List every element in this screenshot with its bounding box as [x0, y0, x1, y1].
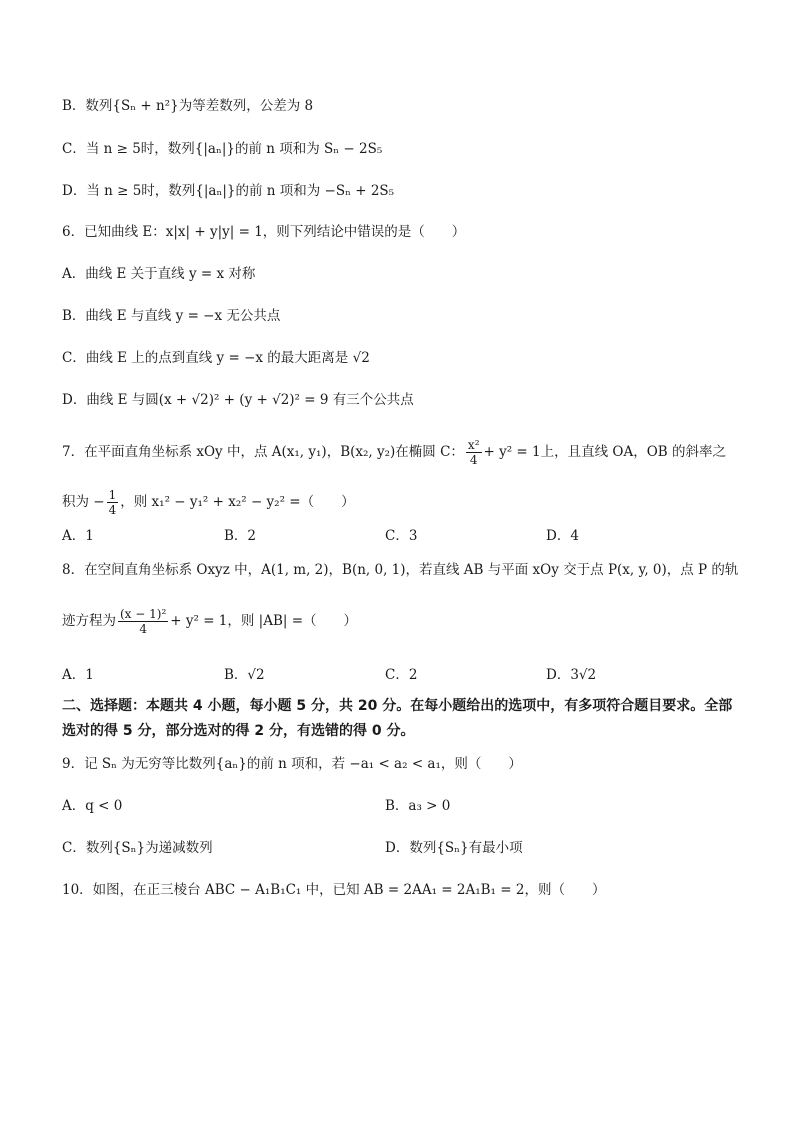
q9-option-c: C．数列{Sₙ}为递减数列 [62, 840, 213, 856]
q9-option-b: B．a₃ > 0 [385, 798, 451, 814]
q5-option-c: C．当 n ≥ 5时，数列{|aₙ|}的前 n 项和为 Sₙ − 2S₅ [62, 141, 383, 157]
q8-option-b: B．√2 [224, 667, 265, 683]
q7b-fraction-den: 4 [108, 503, 117, 517]
q7-option-d: D．4 [546, 528, 579, 544]
section-2-heading: 二、选择题：本题共 4 小题，每小题 5 分，共 20 分。在每小题给出的选项中，有多项符合题目要求。全部选对的得 5 分，部分选对的得 2 分，有选错的得 0 分。 [62, 698, 733, 739]
question-10: 10．如图，在正三棱台 ABC − A₁B₁C₁ 中，已知 AB = 2AA₁ = 2A₁B₁ = 2，则（ ） [62, 882, 606, 898]
q8-option-c: C．2 [385, 667, 418, 683]
q8b-fraction [118, 607, 168, 636]
q7-option-c: C．3 [385, 528, 418, 544]
q8b-text-start: 迹方程为 [62, 613, 116, 629]
q7-text-start: 7．在平面直角坐标系 xOy 中，点 A(x₁, y₁)，B(x₂, y₂)在椭圆 C： [62, 444, 464, 460]
question-7-cont [62, 482, 355, 522]
q7-fraction-num: x² [467, 438, 480, 452]
q7b-text-end: ，则 x₁² − y₁² + x₂² − y₂² =（ ） [120, 494, 355, 510]
q7b-text-start: 积为 − [62, 494, 105, 510]
q6-option-a: A．曲线 E 关于直线 y = x 对称 [62, 266, 256, 282]
q7b-fraction [107, 488, 119, 517]
q5-option-d: D．当 n ≥ 5时，数列{|aₙ|}的前 n 项和为 −Sₙ + 2S₅ [62, 183, 395, 199]
q7-option-b: B．2 [224, 528, 257, 544]
q5-option-b: B．数列{Sₙ + n²}为等差数列，公差为 8 [62, 98, 314, 114]
question-8: 8．在空间直角坐标系 Oxyz 中，A(1, m, 2)，B(n, 0, 1)，若直线 AB 与平面 xOy 交于点 P(x, y, 0)，点 P 的轨 [62, 562, 739, 578]
q8-option-d: D．3√2 [546, 667, 597, 683]
question-9: 9．记 Sₙ 为无穷等比数列{aₙ}的前 n 项和，若 −a₁ < a₂ < a₁，则（ ） [62, 756, 522, 772]
q6-option-c: C．曲线 E 上的点到直线 y = −x 的最大距离是 √2 [62, 350, 370, 366]
question-7 [62, 432, 726, 472]
q6-option-b: B．曲线 E 与直线 y = −x 无公共点 [62, 308, 281, 324]
q6-option-d: D．曲线 E 与圆(x + √2)² + (y + √2)² = 9 有三个公共点 [62, 392, 414, 408]
q7-fraction-den: 4 [469, 453, 478, 467]
q7-text-end: + y² = 1上，且直线 OA，OB 的斜率之 [483, 444, 727, 460]
q7-fraction [466, 438, 482, 467]
q7-option-a: A．1 [62, 528, 94, 544]
q9-option-a: A．q < 0 [62, 798, 123, 814]
q8b-text-end: + y² = 1，则 |AB| =（ ） [170, 613, 358, 629]
question-6: 6．已知曲线 E：x|x| + y|y| = 1，则下列结论中错误的是（ ） [62, 224, 466, 240]
q9-option-d: D．数列{Sₙ}有最小项 [385, 840, 523, 856]
q8-option-a: A．1 [62, 667, 94, 683]
q8b-fraction-den: 4 [139, 622, 147, 636]
question-8-cont [62, 600, 357, 642]
q8b-fraction-num: (x − 1)² [120, 607, 167, 621]
q7b-fraction-num: 1 [108, 488, 117, 502]
